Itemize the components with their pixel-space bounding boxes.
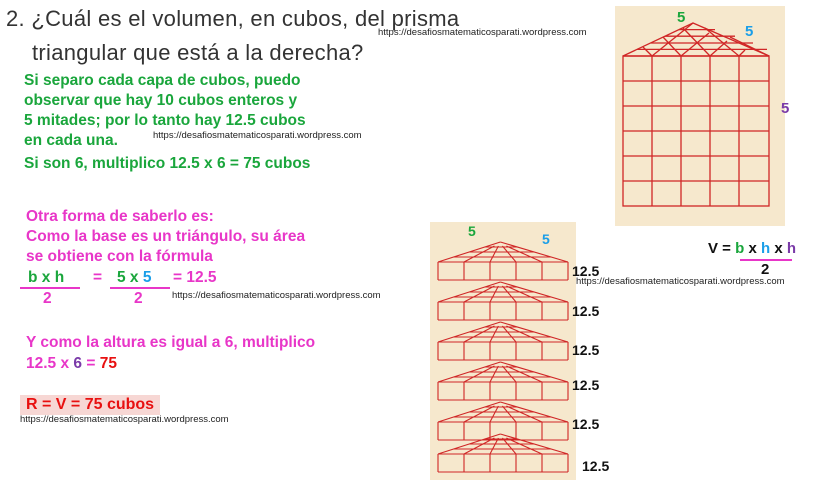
- question-number: 2.: [6, 6, 25, 31]
- volume-formula: [708, 240, 796, 257]
- vf-b: b: [735, 240, 745, 257]
- answer-box: R = V = 75 cubos: [20, 395, 160, 415]
- alt-line-4: Y como la altura es igual a 6, multiplico: [26, 334, 316, 351]
- vf-h2: h: [786, 240, 796, 257]
- question-text-1: ¿Cuál es el volumen, en cubos, del prisma: [31, 6, 460, 31]
- prism-label-right: 5: [781, 100, 790, 117]
- explanation-line-2: observar que hay 10 cubos enteros y: [24, 92, 298, 109]
- alt-line-3: se obtiene con la fórmula: [26, 248, 213, 265]
- alt-line-1: Otra forma de saberlo es:: [26, 208, 214, 225]
- layers-label-side: 5: [542, 231, 550, 247]
- alt-line-2: Como la base es un triángulo, su área: [26, 228, 306, 245]
- layer-value-5: 12.5: [572, 416, 600, 432]
- explanation-line-5: Si son 6, multiplico 12.5 x 6 = 75 cubos: [24, 155, 311, 172]
- alt-line-5-result: 75: [99, 355, 117, 372]
- layer-value-3: 12.5: [572, 342, 600, 358]
- layer-value-2: 12.5: [572, 303, 600, 319]
- vf-v: V =: [708, 240, 731, 257]
- formula-equals: =: [93, 269, 103, 286]
- watermark-1: https://desafiosmatematicosparati.wordpress.com: [378, 27, 587, 38]
- formula-bxh: b x h: [28, 269, 65, 286]
- explanation-line-1: Si separo cada capa de cubos, puedo: [24, 72, 301, 89]
- watermark-3: https://desafiosmatematicosparati.wordpress.com: [172, 290, 381, 301]
- watermark-4: https://desafiosmatematicosparati.wordpress.com: [20, 414, 229, 425]
- prism-figure: [615, 6, 785, 226]
- formula2-num-a: 5 x: [117, 269, 139, 286]
- layer-value-4: 12.5: [572, 377, 600, 393]
- vf-den: 2: [761, 261, 770, 278]
- prism-bg: [615, 6, 785, 226]
- alt-line-5-eq: =: [86, 355, 96, 372]
- formula-denominator: 2: [43, 290, 52, 307]
- prism-image: [615, 6, 785, 226]
- vf-h1: h: [760, 240, 771, 257]
- vf-x1: x: [748, 240, 757, 257]
- prism-label-side: 5: [745, 23, 754, 40]
- layers-image: [430, 222, 576, 480]
- layers-label-top: 5: [468, 223, 476, 239]
- watermark-2: https://desafiosmatematicosparati.wordpress.com: [153, 130, 362, 141]
- prism-label-top: 5: [677, 9, 686, 26]
- explanation-line-4: en cada una.: [24, 132, 118, 149]
- formula2-numerator: [117, 268, 152, 288]
- layer-value-6: 12.5: [582, 458, 610, 474]
- question-line-2: triangular que está a la derecha?: [32, 40, 364, 65]
- watermark-5: https://desafiosmatematicosparati.wordpress.com: [576, 276, 785, 287]
- alt-line-5: [26, 354, 117, 374]
- vf-x2: x: [774, 240, 783, 257]
- explanation-line-3: 5 mitades; por lo tanto hay 12.5 cubos: [24, 112, 306, 129]
- formula2-num-b: 5: [142, 269, 152, 286]
- alt-line-5-six: 6: [73, 355, 83, 372]
- layers-bg: [430, 222, 576, 480]
- alt-line-5-a: 12.5 x: [26, 355, 70, 372]
- layer-value-1: 12.5: [572, 263, 600, 279]
- formula2-denominator: 2: [134, 290, 143, 307]
- formula-numerator: [28, 268, 64, 288]
- formula2-result: = 12.5: [173, 269, 217, 286]
- layers-figure: [430, 222, 576, 480]
